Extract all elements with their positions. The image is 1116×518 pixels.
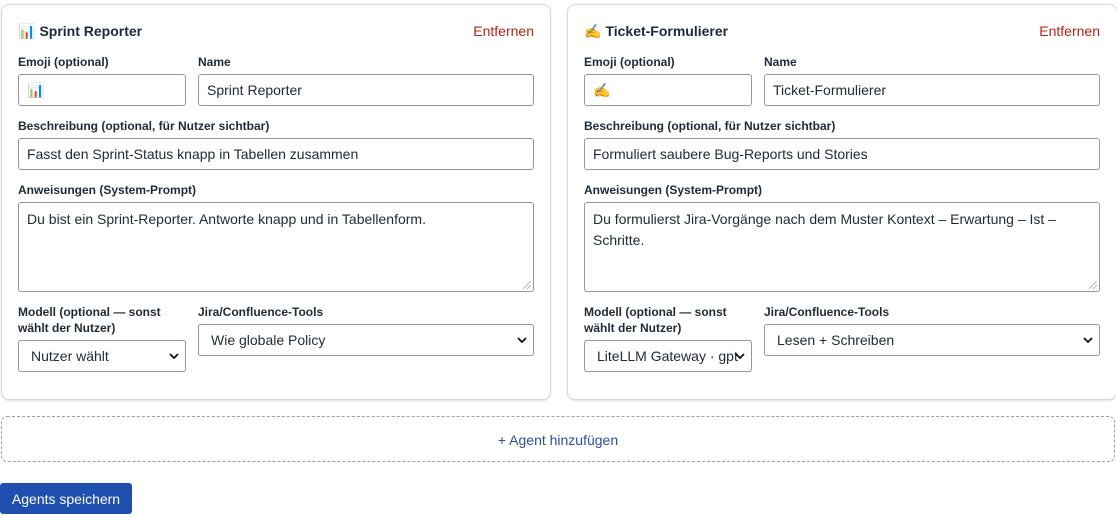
name-field-label: Name [764,55,797,69]
writing-hand-icon: ✍️ [584,23,602,39]
instructions-textarea[interactable] [18,202,534,292]
agent-card-ticket-formulierer [567,4,1116,400]
tools-select-value: Lesen + Schreiben [777,332,895,348]
model-label-line1: Modell (optional — sonst [18,305,161,319]
tools-select[interactable] [198,324,534,356]
chevron-down-icon [735,352,745,360]
name-field-label: Name [198,55,231,69]
tools-field-label: Jira/Confluence-Tools [764,305,890,319]
model-field-label [18,304,161,336]
emoji-field[interactable]: 📊 [18,74,186,106]
name-field[interactable]: Ticket-Formulierer [764,74,1100,106]
add-agent-button[interactable]: + Agent hinzufügen [1,416,1115,462]
instructions-field-label: Anweisungen (System-Prompt) [584,183,763,197]
emoji-field-label: Emoji (optional) [584,55,675,69]
agent-card-sprint-reporter [1,4,551,400]
chevron-down-icon [1083,336,1093,344]
model-label-line2: wählt der Nutzer) [584,321,682,335]
instructions-textarea[interactable] [584,202,1100,292]
model-label-line2: wählt der Nutzer) [18,321,116,335]
model-field-label [584,304,727,336]
model-select[interactable] [18,340,186,372]
model-label-line1: Modell (optional — sonst [584,305,727,319]
model-select[interactable] [584,340,752,372]
chevron-down-icon [169,352,179,360]
instructions-field-label: Anweisungen (System-Prompt) [18,183,197,197]
agent-card-title [18,23,142,40]
resize-handle-icon[interactable] [523,281,531,289]
agent-card-title [584,23,728,40]
instructions-text: Du bist ein Sprint-Reporter. Antworte knapp und in Tabellenform. [27,211,426,227]
description-field-label: Beschreibung (optional, für Nutzer sichtbar) [584,119,836,133]
chart-icon: 📊 [18,23,36,39]
chevron-down-icon [517,336,527,344]
emoji-field-label: Emoji (optional) [18,55,109,69]
resize-handle-icon[interactable] [1089,281,1097,289]
description-field-label: Beschreibung (optional, für Nutzer sichtbar) [18,119,270,133]
description-field[interactable]: Fasst den Sprint-Status knapp in Tabellen zusammen [18,138,534,170]
save-agents-button[interactable]: Agents speichern [0,483,132,514]
agent-title-text: Sprint Reporter [39,23,143,39]
tools-select-value: Wie globale Policy [211,332,326,348]
tools-field-label: Jira/Confluence-Tools [198,305,324,319]
model-select-value: LiteLLM Gateway · gpt [597,348,738,364]
remove-agent-button[interactable]: Entfernen [1039,23,1100,39]
description-field[interactable]: Formuliert saubere Bug-Reports und Stories [584,138,1100,170]
name-field[interactable]: Sprint Reporter [198,74,534,106]
model-select-value: Nutzer wählt [31,348,109,364]
emoji-field[interactable]: ✍️ [584,74,752,106]
tools-select[interactable] [764,324,1100,356]
instructions-text: Du formulierst Jira-Vorgänge nach dem Muster Kontext – Erwartung – Ist – Schritte. [593,211,1056,248]
remove-agent-button[interactable]: Entfernen [473,23,534,39]
agent-title-text: Ticket-Formulierer [605,23,729,39]
